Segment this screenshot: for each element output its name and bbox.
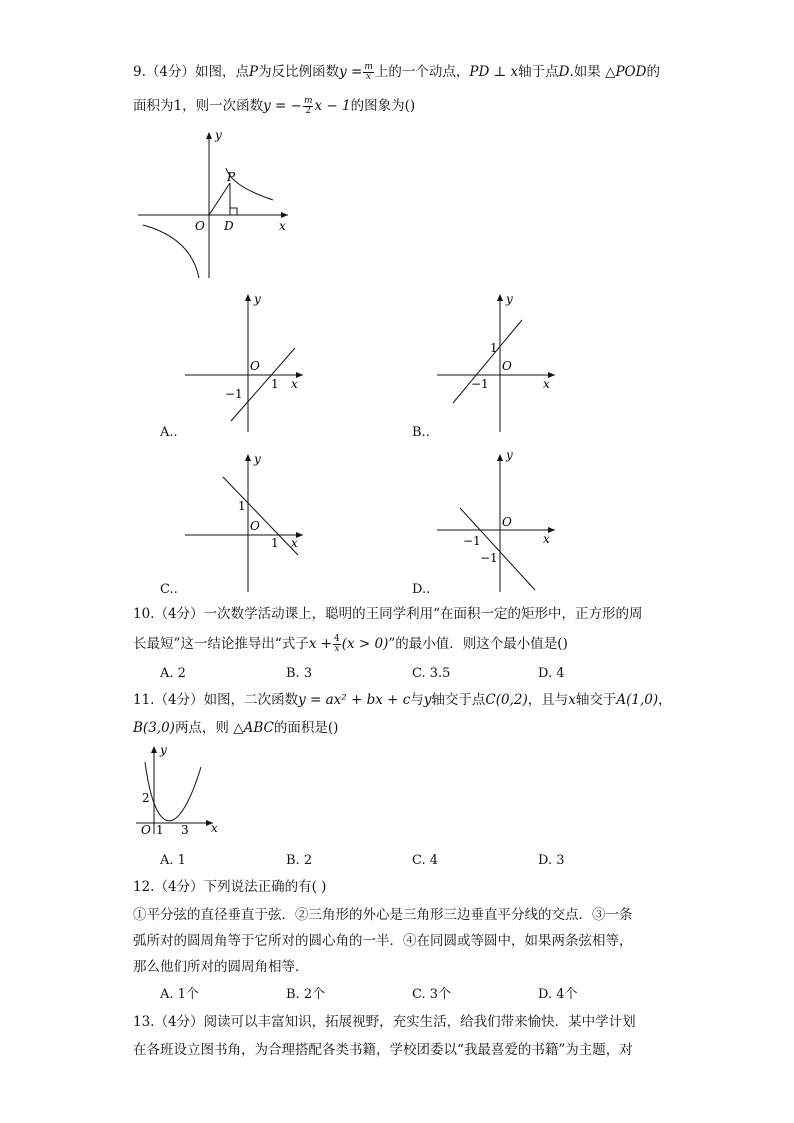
label-y: y [160, 743, 167, 757]
q9-number: 9. [133, 64, 146, 80]
label-y: y [506, 450, 513, 462]
q9-option-c[interactable]: C.. [160, 582, 178, 597]
tick-x-1: 1 [156, 823, 164, 837]
tick-y: 1 [238, 499, 246, 513]
line-graph [231, 348, 295, 421]
line-graph [223, 477, 298, 555]
q11-score: （4分） [154, 692, 204, 708]
label-x: x [211, 821, 218, 835]
q9-line2: 面积为1，则一次函数y = − $\frac{m}{2}$ x − 1的图象为() [133, 96, 416, 116]
q12-option-c[interactable]: C. 3个 [412, 987, 452, 1002]
q9-option-b-graph [435, 290, 560, 435]
tick-y: −1 [480, 551, 498, 565]
q9-fraction-m-over-2: $\frac{m}{2}$ [303, 96, 313, 116]
label-O: O [502, 359, 512, 373]
q12-option-b[interactable]: B. 2个 [286, 987, 326, 1002]
q11-option-b[interactable]: B. 2 [286, 853, 313, 868]
label-O: O [250, 519, 260, 533]
q12-score: （4分） [154, 879, 204, 895]
tick-y: 1 [490, 341, 498, 355]
label-O: O [195, 219, 205, 233]
q12-number: 12. [133, 879, 155, 895]
q13-line1: 13.（4分）阅读可以丰富知识，拓展视野，充实生活，给我们带来愉快．某中学计划 [133, 1014, 636, 1030]
q11-option-a[interactable]: A. 1 [160, 853, 186, 868]
y-axis-arrow [497, 454, 503, 461]
label-O: O [141, 823, 151, 837]
y-axis-arrow [497, 294, 503, 301]
tick-x: −1 [463, 534, 481, 548]
q10-line1: 10.（4分）一次数学活动课上，聪明的王同学利用“在面积一定的矩形中，正方形的周 [133, 606, 643, 622]
q9-fraction-m-over-x: $\frac{m}{x}$ [364, 62, 373, 82]
label-x: x [543, 532, 550, 546]
label-x: x [279, 219, 286, 233]
q11-option-c[interactable]: C. 4 [412, 853, 439, 868]
q13-line2: 在各班设立图书角，为合理搭配各类书籍，学校团委以“我最喜爱的书籍”为主题，对 [133, 1042, 633, 1058]
tick-x: 1 [271, 536, 279, 550]
label-y: y [506, 292, 513, 306]
q10-line2: 长最短”这一结论推导出“式子x + $\frac{4}{x}$ (x > 0)”的最小值．则这个最小值是() [133, 634, 568, 654]
q9-option-d-graph [435, 450, 560, 595]
q9-score: （4分） [145, 64, 195, 80]
segment-OP [209, 183, 230, 215]
q9-option-b[interactable]: B.. [412, 425, 430, 440]
q9-option-c-graph [183, 450, 308, 595]
q13-number: 13. [133, 1014, 155, 1030]
q9-line1: 9.（4分）如图，点P为反比例函数y = $\frac{m}{x}$ 上的一个动点，PD ⊥ x轴于点D.如果 △POD的 [133, 62, 660, 82]
q10-fraction-4-over-x: $\frac{4}{x}$ [334, 634, 340, 654]
q12-line3: 弧所对的圆周角等于它所对的圆心角的一半．④在同圆或等圆中，如果两条弦相等， [133, 933, 633, 949]
q11-line2: B(3,0)两点，则 △ABC的面积是() [133, 720, 339, 736]
tick-x-3: 3 [181, 823, 189, 837]
q12-option-d[interactable]: D. 4个 [538, 987, 578, 1002]
y-axis-arrow [245, 294, 251, 301]
q10-score: （4分） [154, 606, 204, 622]
hyperbola-branch-2 [143, 225, 199, 278]
label-y: y [215, 128, 222, 142]
label-x: x [543, 377, 550, 391]
label-y: y [254, 452, 261, 466]
q9-option-a-graph [183, 290, 308, 435]
tick-x: 1 [271, 377, 279, 391]
parabola-curve [145, 762, 201, 821]
q9-option-a[interactable]: A.. [160, 425, 178, 440]
label-O: O [502, 515, 512, 529]
q12-option-a[interactable]: A. 1个 [160, 987, 199, 1002]
label-x: x [291, 536, 298, 550]
q11-option-d[interactable]: D. 3 [538, 853, 565, 868]
tick-y-2: 2 [142, 791, 150, 805]
label-y: y [254, 292, 261, 306]
q10-option-c[interactable]: C. 3.5 [412, 666, 451, 681]
q11-number: 11. [133, 692, 155, 708]
q10-option-d[interactable]: D. 4 [538, 666, 565, 681]
q12-line4: 那么他们所对的圆周角相等． [133, 959, 309, 975]
q11-figure-parabola [133, 742, 228, 837]
tick-y: −1 [225, 387, 243, 401]
q12-line2: ①平分弦的直径垂直于弦．②三角形的外心是三角形三边垂直平分线的交点．③一条 [133, 907, 633, 923]
q12-line1: 12.（4分）下列说法正确的有( ) [133, 879, 327, 895]
label-x: x [291, 377, 298, 391]
y-axis-arrow [206, 132, 212, 139]
q10-option-a[interactable]: A. 2 [160, 666, 186, 681]
right-angle-mark [230, 208, 237, 215]
q9-figure-hyperbola [133, 128, 293, 283]
y-axis-arrow [151, 746, 157, 753]
q10-option-b[interactable]: B. 3 [286, 666, 313, 681]
y-axis-arrow [245, 454, 251, 461]
q11-line1: 11.（4分）如图，二次函数y = ax² + bx + c与y轴交于点C(0,2)，且与x轴交于A(1,0)， [133, 692, 672, 708]
label-D: D [224, 219, 234, 233]
q9-option-d[interactable]: D.. [412, 582, 431, 597]
tick-x: −1 [471, 377, 489, 391]
q10-number: 10. [133, 606, 155, 622]
q13-score: （4分） [154, 1014, 204, 1030]
label-O: O [250, 359, 260, 373]
x-axis-arrow [281, 212, 288, 218]
line-graph [460, 508, 535, 590]
label-P: P [227, 170, 236, 184]
